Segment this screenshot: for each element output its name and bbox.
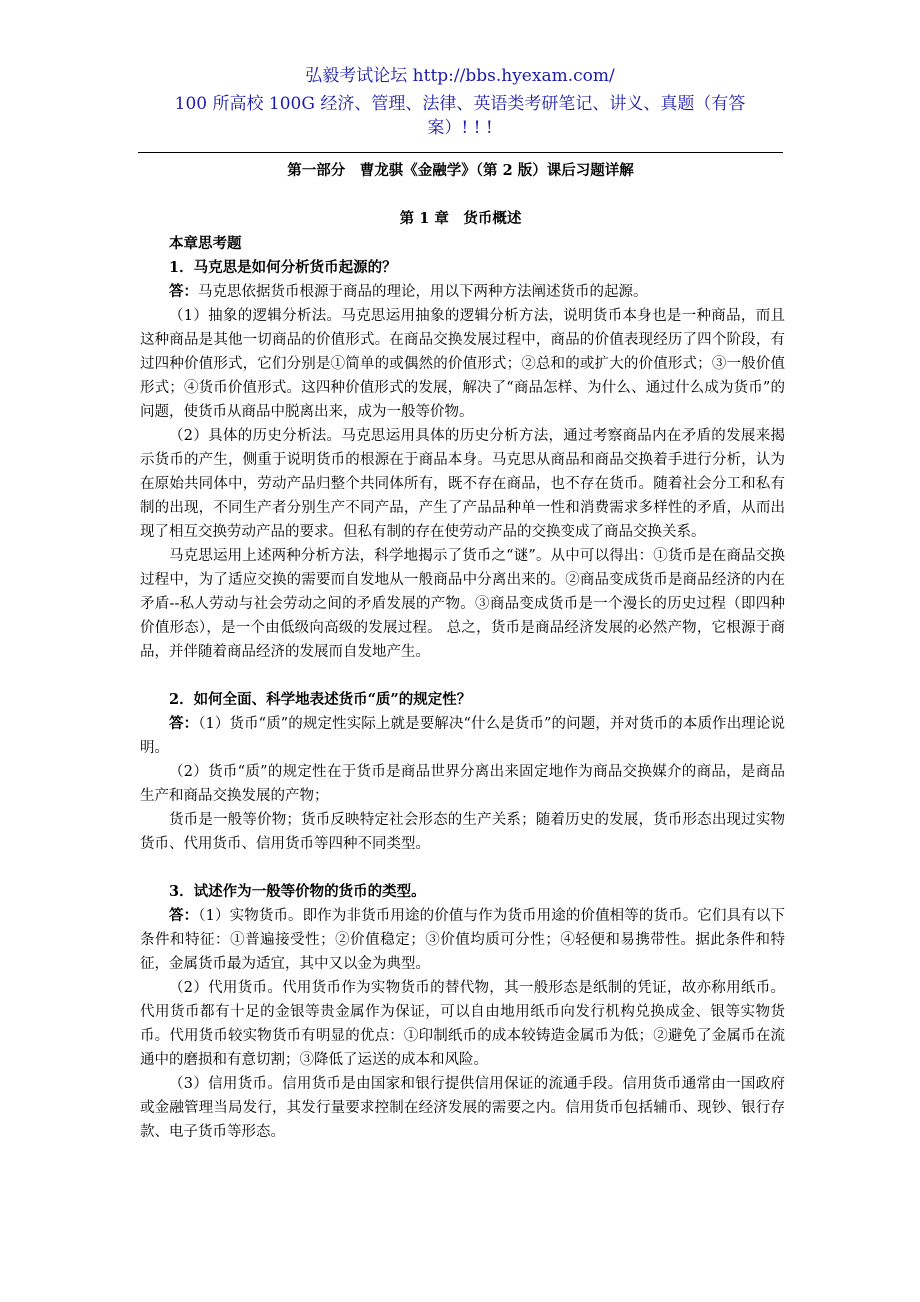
q3-paragraph-3: （3）信用货币。信用货币是由国家和银行提供信用保证的流通手段。信用货币通常由一国政府或金融管理当局发行，其发行量要求控制在经济发展的需要之内。信用货币包括辅币、现钞、银行存款、电子货币等形态。 [140, 1076, 785, 1140]
question-3: 3．试述作为一般等价物的货币的类型。 [169, 883, 426, 900]
header-divider [138, 152, 783, 153]
answer-label: 答： [169, 715, 199, 732]
promo-header-line-cont: 案）! ! ! [427, 118, 493, 138]
part-title: 第一部分 曹龙骐《金融学》（第 2 版）课后习题详解 [287, 162, 634, 179]
answer-label: 答： [169, 907, 199, 924]
spacer [140, 664, 785, 688]
q2-paragraph-1-text: （1）货币“质”的规定性实际上就是要解决“什么是货币”的问题，并对货币的本质作出理论说明。 [140, 716, 786, 756]
question-1: 1．马克思是如何分析货币起源的？ [169, 259, 397, 276]
section-label: 本章思考题 [169, 235, 242, 252]
question-2: 2．如何全面、科学地表述货币“质”的规定性？ [169, 691, 472, 708]
chapter-title: 第 1 章 货币概述 [399, 210, 522, 227]
answer-label: 答： [169, 283, 198, 300]
q1-answer-intro [140, 280, 785, 304]
q1-paragraph-3: 马克思运用上述两种分析方法，科学地揭示了货币之“谜”。从中可以得出：①货币是在商品交换过程中，为了适应交换的需要而自发地从一般商品中分离出来的。②商品变成货币是商品经济的内在矛盾--私人劳动与社会劳动之间的矛盾发展的产物。③商品变成货币是一个漫长的历史过程（即四种价值形态），是一个由低级向高级的发展过程。 总之，货币是商品经济发展的必然产物，它根源于商品，并伴随着商品经济的发展而自发地产生。 [140, 548, 785, 660]
q1-answer-intro-text: 马克思依据货币根源于商品的理论，用以下两种方法阐述货币的起源。 [198, 284, 648, 300]
promo-header-line: 100 所高校 100G 经济、管理、法律、英语类考研笔记、讲义、真题（有答 [174, 94, 746, 114]
q3-paragraph-1 [140, 904, 785, 976]
main-content [140, 232, 785, 1144]
q2-paragraph-2: （2）货币“质”的规定性在于货币是商品世界分离出来固定地作为商品交换媒介的商品，是商品生产和商品交换发展的产物； [140, 764, 785, 804]
q3-paragraph-1-text: （1）实物货币。即作为非货币用途的价值与作为货币用途的价值相等的货币。它们具有以下条件和特征：①普遍接受性；②价值稳定；③价值均质可分性；④轻便和易携带性。据此条件和特征，金属货币最为适宜，其中又以金为典型。 [140, 908, 785, 972]
q1-paragraph-1: （1）抽象的逻辑分析法。马克思运用抽象的逻辑分析方法，说明货币本身也是一种商品，而且这种商品是其他一切商品的价值形式。在商品交换发展过程中，商品的价值表现经历了四个阶段，有过四种价值形式，它们分别是①简单的或偶然的价值形式；②总和的或扩大的价值形式；③一般价值形式；④货币价值形式。这四种价值形式的发展，解决了“商品怎样、为什么、通过什么成为货币”的问题，使货币从商品中脱离出来，成为一般等价物。 [140, 308, 785, 420]
q3-paragraph-2: （2）代用货币。代用货币作为实物货币的替代物，其一般形态是纸制的凭证，故亦称用纸币。代用货币都有十足的金银等贵金属作为保证，可以自由地用纸币向发行机构兑换成金、银等实物货币。代用货币较实物货币有明显的优点：①印制纸币的成本较铸造金属币为低；②避免了金属币在流通中的磨损和有意切割；③降低了运送的成本和风险。 [140, 980, 785, 1068]
q2-paragraph-1 [140, 712, 785, 760]
spacer [140, 856, 785, 880]
q1-paragraph-2: （2）具体的历史分析法。马克思运用具体的历史分析方法，通过考察商品内在矛盾的发展来揭示货币的产生，侧重于说明货币的根源在于商品本身。马克思从商品和商品交换着手进行分析，认为在原始共同体中，劳动产品归整个共同体所有，既不存在商品，也不存在货币。随着社会分工和私有制的出现，不同生产者分别生产不同产品，产生了产品品种单一性和消费需求多样性的矛盾，从而出现了相互交换劳动产品的要求。但私有制的存在使劳动产品的交换变成了商品交换关系。 [140, 428, 785, 540]
forum-header-line[interactable]: 弘毅考试论坛 http://bbs.hyexam.com/ [305, 66, 615, 86]
q2-paragraph-3: 货币是一般等价物；货币反映特定社会形态的生产关系；随着历史的发展，货币形态出现过实物货币、代用货币、信用货币等四种不同类型。 [140, 812, 785, 852]
